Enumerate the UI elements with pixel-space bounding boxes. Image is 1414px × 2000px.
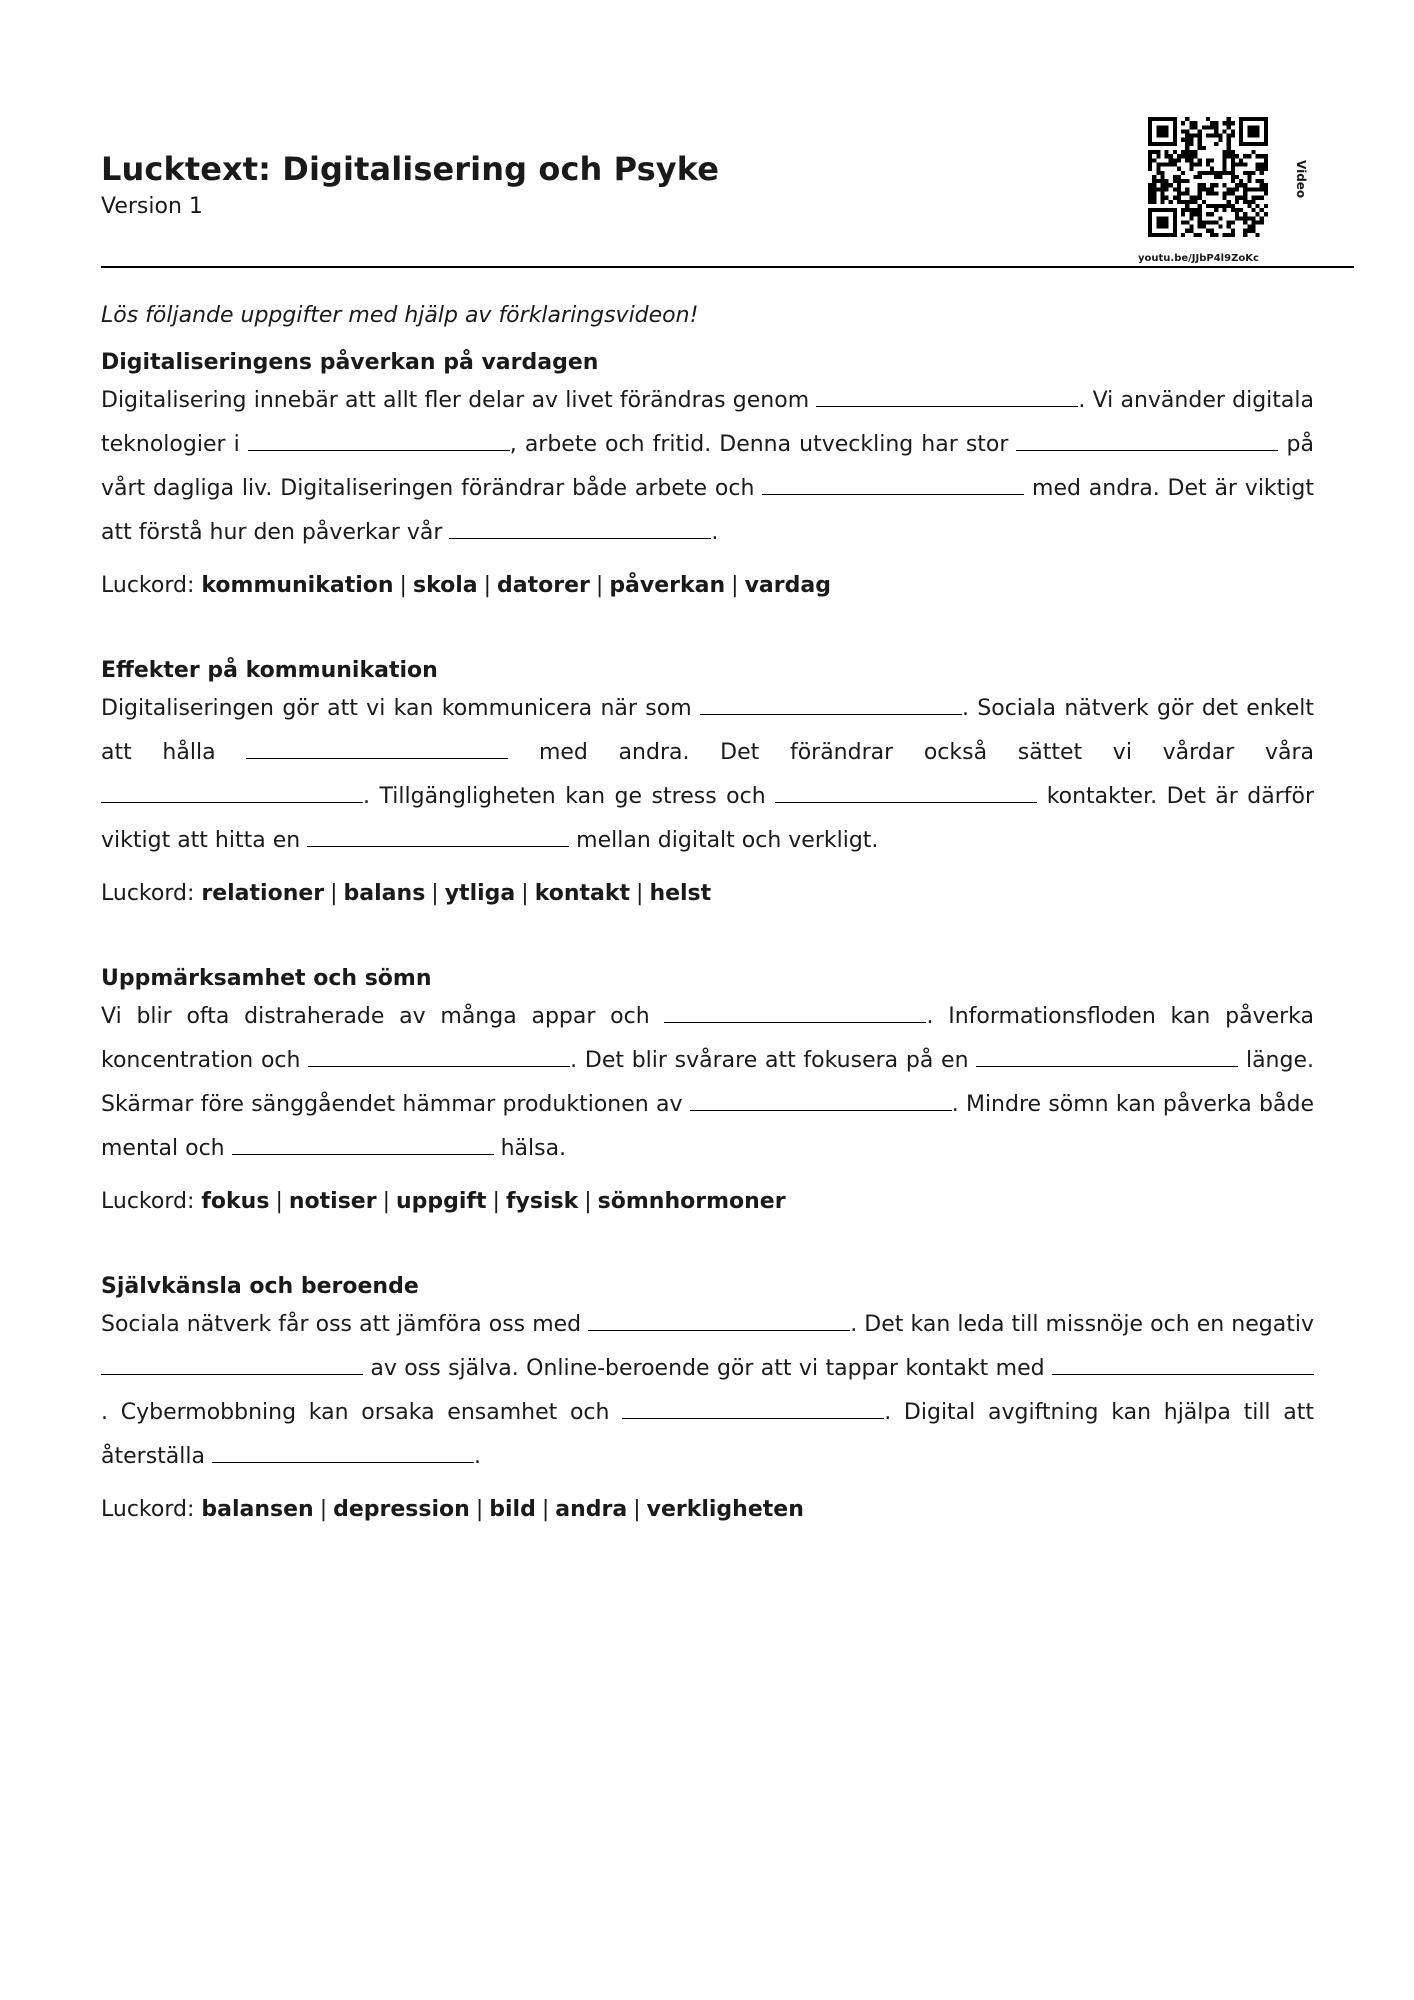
luckord-list xyxy=(101,1189,1314,1214)
blank-field[interactable] xyxy=(101,784,363,803)
qr-url: youtu.be/JJbP4l9ZoKc xyxy=(1138,253,1259,264)
section-title: Effekter på kommunikation xyxy=(101,658,438,683)
separator: | xyxy=(275,1189,283,1214)
luckord-word: balans xyxy=(343,881,426,906)
text-segment: . Tillgängligheten kan ge stress och xyxy=(363,784,776,809)
blank-field[interactable] xyxy=(449,520,711,539)
text-segment: Vi blir ofta distraherade av många appar och xyxy=(101,1004,665,1029)
blank-field[interactable] xyxy=(664,1004,926,1023)
text-segment: . Det blir svårare att fokusera på en xyxy=(570,1048,977,1073)
text-segment: kontakter. Det är därför viktigt att hitta en xyxy=(101,784,1314,853)
luckord-label: Luckord: xyxy=(101,1497,202,1522)
video-label: Video xyxy=(1294,160,1308,199)
blank-field[interactable] xyxy=(248,432,510,451)
separator: | xyxy=(633,1497,641,1522)
luckord-word: påverkan xyxy=(609,573,726,598)
luckord-label: Luckord: xyxy=(101,1189,202,1214)
text-segment: . Informationsfloden kan påverka koncentration och xyxy=(101,1004,1314,1073)
luckord-word: balansen xyxy=(201,1497,314,1522)
text-segment: . Cybermobbning kan orsaka ensamhet och xyxy=(101,1400,623,1425)
separator: | xyxy=(492,1189,500,1214)
luckord-word: helst xyxy=(649,881,712,906)
section xyxy=(101,658,1314,906)
luckord-list xyxy=(101,881,1314,906)
blank-field[interactable] xyxy=(307,828,569,847)
text-segment: . Digital avgiftning kan hjälpa till att återställa xyxy=(101,1400,1315,1469)
luckord-word: ytliga xyxy=(444,881,516,906)
luckord-word: uppgift xyxy=(395,1189,487,1214)
separator: | xyxy=(595,573,604,598)
separator: | xyxy=(541,1497,550,1522)
separator: | xyxy=(483,573,492,598)
luckord-list xyxy=(101,1497,1314,1522)
blank-field[interactable] xyxy=(232,1136,494,1155)
text-segment: med andra. Det är viktigt att förstå hur den påverkar vår xyxy=(101,476,1315,545)
blank-field[interactable] xyxy=(690,1092,952,1111)
text-segment: . Sociala nätverk gör det enkelt att hålla xyxy=(101,696,1314,765)
luckord-word: kommunikation xyxy=(201,573,394,598)
blank-field[interactable] xyxy=(588,1312,850,1331)
luckord-word: skola xyxy=(412,573,478,598)
text-segment: Digitalisering innebär att allt fler delar av livet förändras genom xyxy=(101,388,817,413)
luckord-word: sömnhormoner xyxy=(597,1189,786,1214)
blank-field[interactable] xyxy=(1016,432,1278,451)
section-text xyxy=(101,379,1314,555)
qr-code-icon xyxy=(1148,117,1268,237)
blank-field[interactable] xyxy=(976,1048,1238,1067)
section xyxy=(101,966,1314,1214)
luckord-word: depression xyxy=(333,1497,470,1522)
separator: | xyxy=(399,573,407,598)
text-segment: med andra. Det förändrar också sättet vi vårdar våra xyxy=(508,740,1314,765)
luckord-label: Luckord: xyxy=(101,573,202,598)
separator: | xyxy=(731,573,739,598)
text-segment: hälsa. xyxy=(493,1136,567,1161)
page-title: Lucktext: Digitalisering och Psyke xyxy=(101,150,720,188)
blank-field[interactable] xyxy=(1052,1356,1314,1375)
text-segment: . Mindre sömn kan påverka både mental och xyxy=(101,1092,1314,1161)
section-text xyxy=(101,1303,1314,1479)
separator: | xyxy=(584,1189,592,1214)
separator: | xyxy=(636,881,644,906)
separator: | xyxy=(431,881,439,906)
luckord-word: kontakt xyxy=(534,881,631,906)
luckord-word: relationer xyxy=(201,881,325,906)
header xyxy=(101,150,719,219)
blank-field[interactable] xyxy=(622,1400,884,1419)
luckord-word: notiser xyxy=(288,1189,377,1214)
sections-container xyxy=(101,350,1314,1522)
text-segment: . Vi använder digitala teknologier i xyxy=(101,388,1314,457)
section-title: Digitaliseringens påverkan på vardagen xyxy=(101,350,599,375)
separator: | xyxy=(330,881,338,906)
section-text xyxy=(101,687,1314,863)
text-segment: . Det kan leda till missnöje och en negativ xyxy=(850,1312,1314,1337)
blank-field[interactable] xyxy=(816,388,1078,407)
luckord-list xyxy=(101,573,1314,598)
instruction-text: Lös följande uppgifter med hjälp av förklaringsvideon! xyxy=(101,303,699,328)
text-segment: . xyxy=(473,1444,481,1469)
separator: | xyxy=(319,1497,328,1522)
blank-field[interactable] xyxy=(101,1356,363,1375)
text-segment: Sociala nätverk får oss att jämföra oss med xyxy=(101,1312,589,1337)
text-segment: , arbete och fritid. Denna utveckling har stor xyxy=(509,432,1017,457)
section xyxy=(101,1274,1314,1522)
blank-field[interactable] xyxy=(762,476,1024,495)
separator: | xyxy=(475,1497,484,1522)
blank-field[interactable] xyxy=(700,696,962,715)
luckord-word: andra xyxy=(555,1497,628,1522)
section-text xyxy=(101,995,1314,1171)
separator: | xyxy=(521,881,529,906)
section-title: Uppmärksamhet och sömn xyxy=(101,966,432,991)
blank-field[interactable] xyxy=(212,1444,474,1463)
luckord-word: bild xyxy=(489,1497,536,1522)
luckord-label: Luckord: xyxy=(101,881,202,906)
section xyxy=(101,350,1314,598)
text-segment: på vårt dagliga liv. Digitaliseringen förändrar både arbete och xyxy=(101,432,1314,501)
text-segment: mellan digitalt och verkligt. xyxy=(569,828,879,853)
separator: | xyxy=(382,1189,390,1214)
blank-field[interactable] xyxy=(775,784,1037,803)
blank-field[interactable] xyxy=(308,1048,570,1067)
text-segment: . xyxy=(711,520,719,545)
version-label: Version 1 xyxy=(101,194,203,219)
luckord-word: verkligheten xyxy=(646,1497,804,1522)
luckord-word: fokus xyxy=(201,1189,270,1214)
section-title: Självkänsla och beroende xyxy=(101,1274,419,1299)
text-segment: länge. Skärmar före sänggåendet hämmar produktionen av xyxy=(101,1048,1314,1117)
header-divider xyxy=(101,266,1354,268)
blank-field[interactable] xyxy=(246,740,508,759)
luckord-word: vardag xyxy=(744,573,831,598)
luckord-word: datorer xyxy=(497,573,590,598)
text-segment: av oss själva. Online-beroende gör att vi tappar kontakt med xyxy=(363,1356,1052,1381)
luckord-word: fysisk xyxy=(505,1189,579,1214)
text-segment: Digitaliseringen gör att vi kan kommunicera när som xyxy=(101,696,700,721)
worksheet-content xyxy=(101,303,1314,1582)
